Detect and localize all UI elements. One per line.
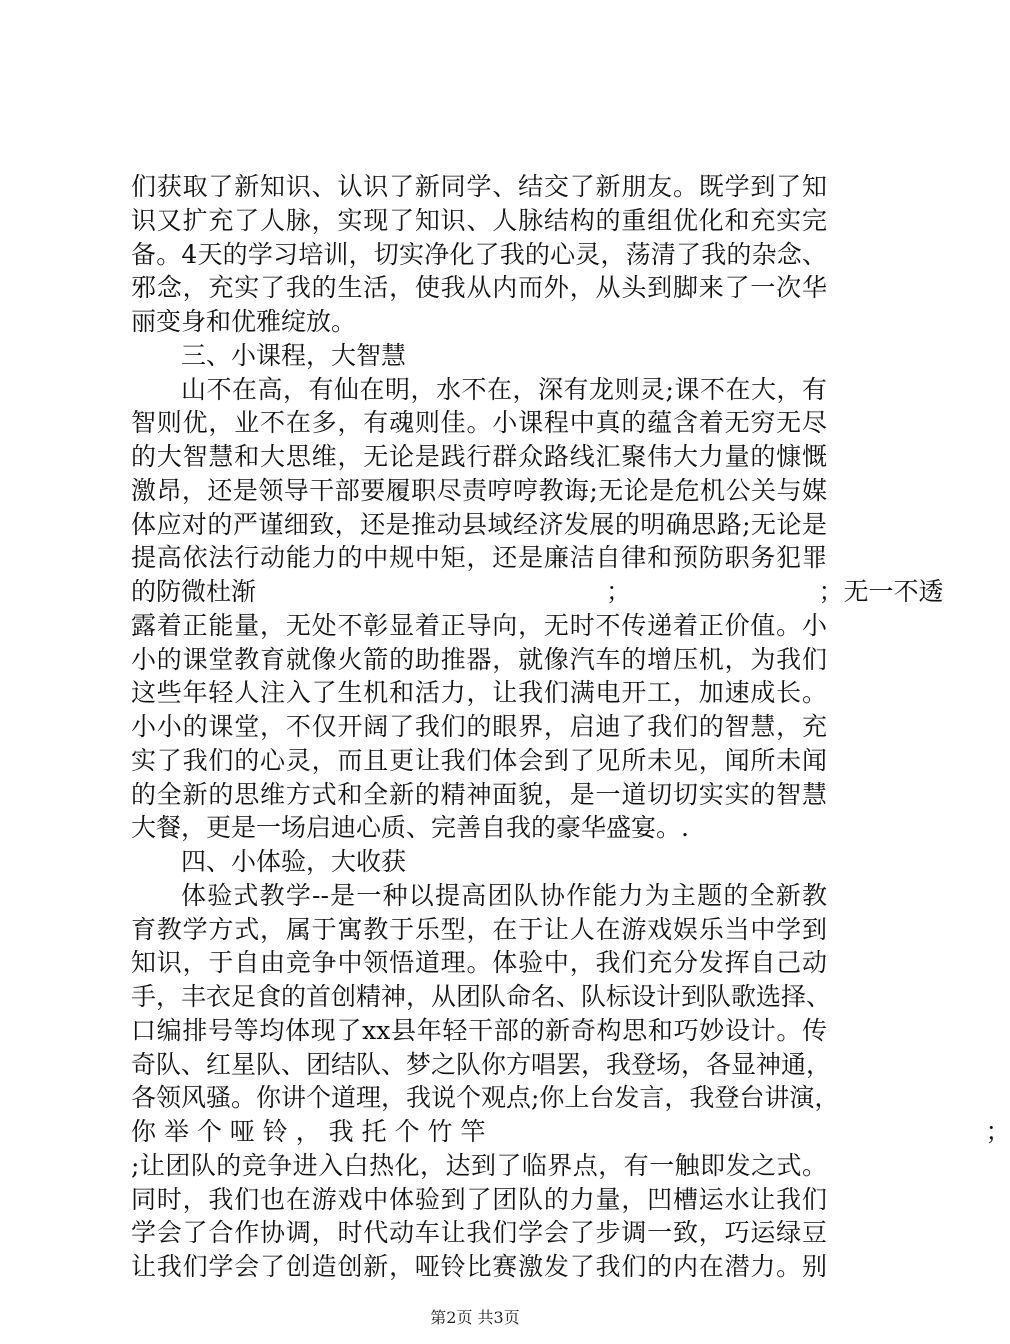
text-line: 手，丰衣足食的首创精神，从团队命名、队标设计到队歌选择、 — [131, 982, 832, 1011]
page-footer: 第2页 共3页 — [430, 1308, 520, 1327]
text-line: 山不在高，有仙在明，水不在，深有龙则灵;课不在大，有 — [181, 374, 827, 404]
text-line: 同时，我们也在游戏中体验到了团队的力量，凹槽运水让我们 — [131, 1184, 827, 1214]
section-heading: 三、小课程，大智慧 — [181, 340, 407, 370]
text-line: 这些年轻人注入了生机和活力，让我们满电开工，加速成长。 — [131, 678, 827, 708]
text-line: 实了我们的心灵，而且更让我们体会到了见所未见，闻所未闻 — [131, 745, 827, 775]
text-line: 体应对的严谨细致，还是推动县域经济发展的明确思路;无论是 — [131, 509, 827, 539]
text-line: 备。4天的学习培训，切实净化了我的心灵，荡清了我的杂念、 — [131, 239, 827, 269]
text-line: 奇队、红星队、团结队、梦之队你方唱罢，我登场，各显神通， — [131, 1049, 832, 1079]
text-line: 们获取了新知识、认识了新同学、结交了新朋友。既学到了知 — [131, 172, 827, 201]
text-line: 邪念，充实了我的生活，使我从内而外，从头到脚来了一次华 — [131, 273, 827, 303]
text-line: 让我们学会了创造创新，哑铃比赛激发了我们的内在潜力。别 — [131, 1252, 827, 1281]
text-line: 体验式教学--是一种以提高团队协作能力为主题的全新教 — [181, 880, 827, 910]
text-line: 口编排号等均体现了xx县年轻干部的新奇构思和巧妙设计。传 — [131, 1015, 827, 1045]
text-line: 识又扩充了人脉，实现了知识、人脉结构的重组优化和充实完 — [131, 205, 827, 235]
text-line: 小的课堂教育就像火箭的助推器，就像汽车的增压机，为我们 — [131, 644, 827, 674]
text-line: 的大智慧和大思维，无论是践行群众路线汇聚伟大力量的慷慨 — [131, 442, 827, 471]
text-line: 的防微杜渐 ； ；无一不透 — [131, 577, 944, 606]
text-line: 提高依法行动能力的中规中矩，还是廉洁自律和预防职务犯罪 — [131, 543, 827, 573]
text-line: 你 举 个 哑 铃 ， 我 托 个 竹 竿 ； — [131, 1117, 1010, 1146]
section-heading: 四、小体验，大收获 — [181, 847, 407, 876]
text-line: 小小的课堂，不仅开阔了我们的眼界，启迪了我们的智慧，充 — [131, 712, 827, 741]
text-line: 丽变身和优雅绽放。 — [131, 307, 357, 336]
text-line: 智则优，业不在多，有魂则佳。小课程中真的蕴含着无穷无尽 — [131, 408, 827, 438]
text-line: 各领风骚。你讲个道理，我说个观点;你上台发言，我登台讲演， — [131, 1083, 840, 1113]
text-line: 育教学方式，属于寓教于乐型，在于让人在游戏娱乐当中学到 — [131, 914, 827, 944]
text-line: 激昂，还是领导干部要履职尽责哼哼教诲;无论是危机公关与媒 — [131, 475, 827, 505]
text-line: 的全新的思维方式和全新的精神面貌，是一道切切实实的智慧 — [131, 779, 827, 809]
text-line: 露着正能量，无处不彰显着正导向，无时不传递着正价值。小 — [131, 610, 827, 640]
text-line: ;让团队的竞争进入白热化，达到了临界点，有一触即发之式。 — [131, 1150, 827, 1180]
text-line: 大餐，更是一场启迪心质、完善自我的豪华盛宴。. — [131, 813, 689, 843]
text-line: 学会了合作协调，时代动车让我们学会了步调一致，巧运绿豆 — [131, 1218, 827, 1248]
text-line: 知识，于自由竞争中领悟道理。体验中，我们充分发挥自己动 — [131, 948, 827, 978]
